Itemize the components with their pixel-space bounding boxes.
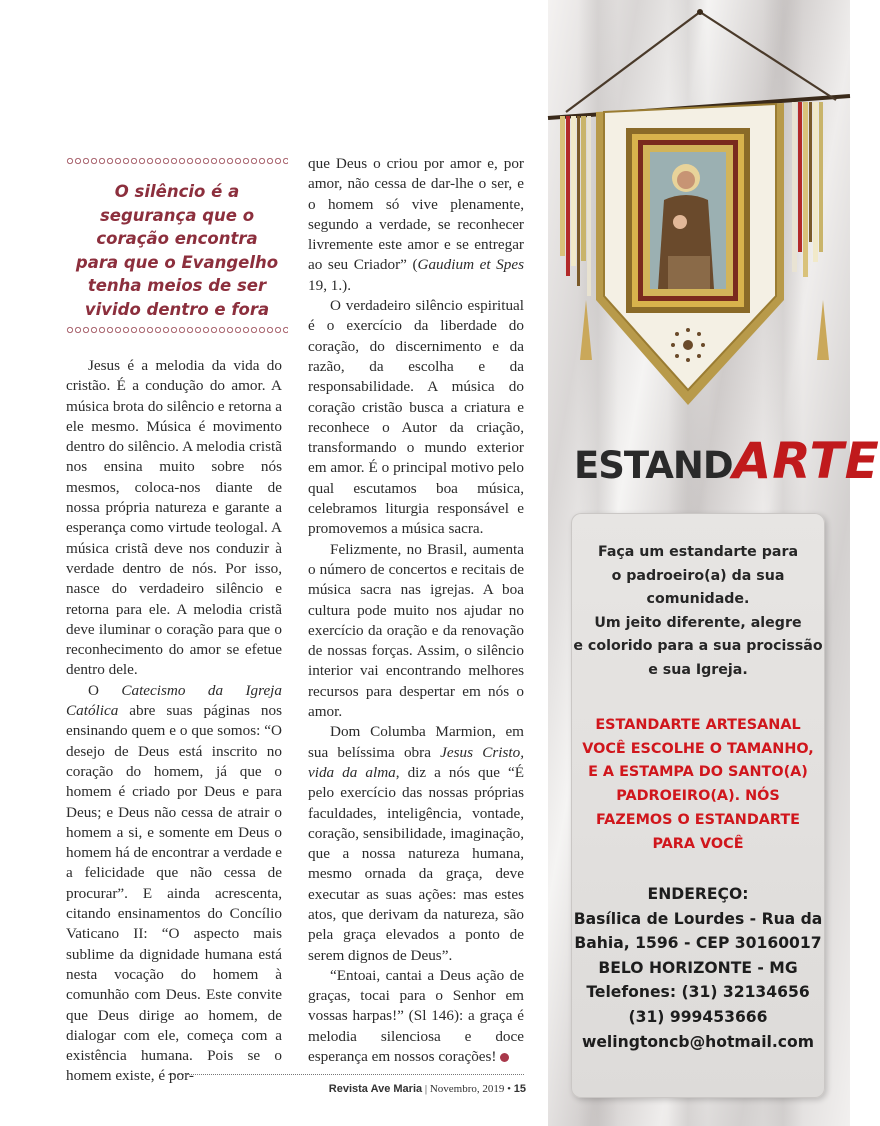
text-span: abre suas páginas nos ensinando quem e o que somos: “O desejo de Deus está inscrito no coração do homem, já que o homem é criado por Deus e para Deus; e Deus não cessa de atrair o homem a si, e somente em Deus o homem há de encontrar a verdade e a felicidade que não cessa de procurar”. E ainda acrescenta, citando ensinamentos do Concílio Vaticano II: “O aspecto mais sublime da dignidade humana está nesta vocação do homem à comunhão com Deus. Este convite que Deus dirige ao homem, de dialogar com ele, começa com a existência humana. Pois se o homem existe, é por-: [66, 702, 282, 1085]
email-address: welingtoncb@hotmail.com: [581, 1032, 815, 1051]
pullquote-line: vivido dentro e fora: [84, 299, 270, 319]
paragraph: [308, 966, 524, 1067]
paragraph: Felizmente, no Brasil, aumenta o número de concertos e recitais de música sacra nas igrejas. A boa cultura pode muito nos ajudar no exercício da oração e da renovação de nossas forças. Assim, o silêncio interior vai encontrando melhores recursos para despertar em nós o amor.: [308, 540, 524, 721]
logo-text-estand: ESTAND: [574, 444, 733, 487]
italic-title: Jesus Cristo, vida da alma: [308, 743, 524, 781]
pullquote-top-border: [66, 157, 288, 165]
page-number: 15: [513, 1083, 526, 1095]
pullquote-line: segurança que o: [99, 205, 255, 225]
text-span: 19, 1.).: [308, 276, 352, 294]
pullquote-line: coração encontra: [96, 229, 258, 248]
end-mark-icon: [500, 1053, 509, 1062]
ad-line: e sua Igreja.: [648, 661, 748, 678]
italic-title: Catecismo da Igreja Católica: [66, 681, 282, 720]
paragraph: [308, 722, 524, 966]
text-span: , diz a nós que “É pelo exercício das nossas próprias faculdades, inteligência, vontade, coração, sensibilidade, imaginação, que a nossa natureza humana, mesmo ornada da graça, deve executar as suas ações: mas estes atos, que derivam da natureza, são pela graça elevados a ponto de serem dignos de Deus”.: [308, 763, 525, 964]
text-span: O: [88, 681, 122, 699]
article-column-1: [66, 356, 282, 1087]
hanging-cord: [700, 12, 836, 100]
ad-line: ESTANDARTE ARTESANAL: [595, 717, 801, 733]
pullquote-bottom-border: [66, 326, 288, 334]
ad-line: VOCÊ ESCOLHE O TAMANHO,: [582, 740, 814, 757]
text-span: que Deus o criou por amor e, por amor, não cessa de dar-lhe o ser, e o homem só vive plenamente, segundo a verdade, se reconhecer livremente este amor e se entregar ao seu Criador” (: [308, 155, 524, 274]
hook-icon: [697, 9, 703, 15]
ribbon-group-right: [792, 102, 823, 277]
ad-highlight-text: [571, 714, 825, 856]
ad-line: E A ESTAMPA DO SANTO(A): [588, 764, 808, 781]
footer-separator: |: [424, 1083, 428, 1095]
footer-rule: [168, 1074, 524, 1075]
paragraph: O verdadeiro silêncio espiritual é o exercício da liberdade do coração, do discernimento e da razão, da escolha e da responsabilidade. A música do coração cristão busca a criatura e reconhece o Autor da criação, transformando o mundo exterior em amor. É o principal motivo pelo qual escutamos boa música, celebramos liturgia responsável e promovemos a música sacra.: [308, 297, 524, 538]
ad-line: FAZEMOS O ESTANDARTE: [596, 811, 800, 828]
footer-bullet: •: [507, 1083, 511, 1095]
ad-line: Um jeito diferente, alegre: [594, 614, 802, 631]
ad-address: [571, 882, 825, 1054]
pullquote: [66, 180, 288, 321]
tassel-right: [817, 300, 829, 360]
article-column-2: [308, 154, 524, 1067]
address-line: Bahia, 1596 - CEP 30160017: [574, 934, 822, 953]
ad-intro-text: [571, 541, 825, 682]
ad-line: PARA VOCÊ: [652, 835, 744, 852]
ribbon-group-left: [560, 116, 591, 296]
issue-date: Novembro, 2019: [429, 1083, 505, 1095]
text-span: Dom Columba Marmion, em sua belíssima obra: [308, 723, 524, 761]
magazine-name: Revista Ave Maria: [328, 1083, 423, 1095]
logo-text-arte: ARTE: [732, 432, 880, 490]
paragraph: [66, 681, 282, 1087]
ad-line: e colorido para a sua procissão: [573, 638, 823, 654]
phone-number: Telefones: (31) 32134656: [586, 983, 810, 1002]
address-line: Basílica de Lourdes - Rua da: [573, 909, 823, 928]
banner-image: [548, 0, 850, 430]
ad-line: comunidade.: [646, 591, 750, 607]
ad-line: o padroeiro(a) da sua: [611, 567, 785, 584]
ad-line: PADROEIRO(A). NÓS: [616, 788, 780, 805]
phone-number: (31) 999453666: [628, 1007, 768, 1026]
estandarte-logo: [574, 432, 880, 490]
ad-info-card: [571, 513, 825, 1098]
address-heading: ENDEREÇO:: [647, 885, 749, 903]
pullquote-line: tenha meios de ser: [87, 276, 267, 295]
italic-title: Gaudium et Spes: [417, 256, 524, 274]
text-span: “Entoai, cantai a Deus ação de graças, tocai para o Senhor em vossas harpas!” (Sl 146): a graça é melodia silenciosa e doce esperança em nossos corações!: [308, 966, 524, 1066]
ad-line: Faça um estandarte para: [597, 544, 799, 560]
pullquote-line: para que o Evangelho: [75, 252, 279, 272]
paragraph: Jesus é a melodia da vida do cristão. É a condução do amor. A música brota do silêncio e retorna a ele mesmo. Música é movimento dentro do silêncio. A melodia cristã nos ensina muito sobre nós mesmos, coloca-nos diante de nossa própria natureza e garante a esperança como virtude teologal. A música cristã deve nos conduzir à verdade dentro de nós. Por isso, nasce do verdadeiro silêncio e retorna para ele. A melodia cristã deve iluminar o coração para que o reconhecimento do amor se efetue dentro dele.: [66, 357, 282, 679]
hanging-cord: [566, 12, 700, 112]
pullquote-line: O silêncio é a: [114, 182, 240, 201]
paragraph: [308, 154, 524, 296]
page-footer: [306, 1083, 526, 1095]
address-city: BELO HORIZONTE - MG: [598, 958, 798, 977]
tassel-left: [580, 300, 592, 360]
